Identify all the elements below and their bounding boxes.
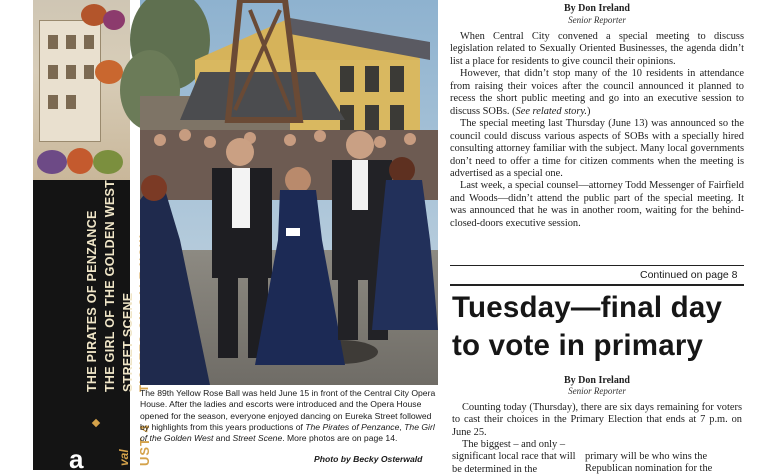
article1-paragraph: When Central City convened a special meeting to discuss legislation related to Sexually Oriented Businesses, the agenda didn’t list a place for residents to give council their opinions. [450,31,744,67]
ad-logo-letter: a [69,444,84,474]
ad-title-street-scene: STREET SCENE [121,292,135,392]
yellow-rose-ball-photo [140,0,438,385]
photo-credit: Photo by Becky Osterwald [314,454,423,464]
continued-on-page-link[interactable]: Continued on page 8 [640,269,738,281]
article-divider [450,265,744,266]
article1-byline: By Don Ireland [564,3,630,14]
article2-byline: By Don Ireland [564,375,630,386]
article2-headline: Tuesday—final day to vote in primary [452,291,723,362]
article2-paragraph: The biggest – and only – significant local race that will be determined in the [452,439,576,475]
ad-title-pirates: THE PIRATES OF PENZANCE [85,210,99,392]
article2-body-col2 [585,451,745,476]
opera-ad-banner [33,0,152,474]
article1-body [450,31,744,230]
ad-building-drawing [39,20,101,142]
article1-byline-role: Senior Reporter [568,15,626,25]
ad-date: UST 4 [137,424,152,466]
article1-paragraph: However, that didn’t stop many of the 10 residents in attendance from raising their voices after the council announced it planned to recess the short public meeting and go into an executive session to discuss SOBs. (See related story.) [450,68,744,117]
ad-title-golden-west: THE GIRL OF THE GOLDEN WEST [103,179,117,392]
article2-body-col1 [452,439,580,476]
ad-illustration [33,0,130,180]
ad-diamond-ornament [92,419,100,427]
photo-caption: The 89th Yellow Rose Ball was held June 15 in front of the Central City Opera House. After the ladies and escorts were introduced and the Opera House opened for the season, everyone enjoyed dancing on Eureka Street followed by highlights from this years productions of The Pirates of Penzance, The Girl of the Golden West and Street Scene. More photos are on page 14. [140,388,436,444]
article2-paragraph: primary will be who wins the Republican nomination for the [585,451,713,475]
section-divider [450,284,744,286]
ad-festival-word: val [117,449,131,466]
article2-body [452,402,742,439]
article2-byline-role: Senior Reporter [568,386,626,396]
article1-paragraph: Last week, a special counsel—attorney Todd Messenger of Fairfield and Woods—didn’t attend the public part of the special meeting. It was announced that he was in another room, waiting for the behind-closed-doors executive session. [450,180,744,229]
article1-paragraph: The special meeting last Thursday (June 13) was announced so the council could discuss various aspects of SOBs with a specially hired consulting attorney familiar with the subject. Many local governments don’t need to offer a time for citizen comments when the meeting is advertised as a special one. [450,118,744,179]
article2-paragraph: Counting today (Thursday), there are six days remaining for voters to cast their choices in the Primary Election that ends at 7 p.m. on June 25. [452,402,742,438]
